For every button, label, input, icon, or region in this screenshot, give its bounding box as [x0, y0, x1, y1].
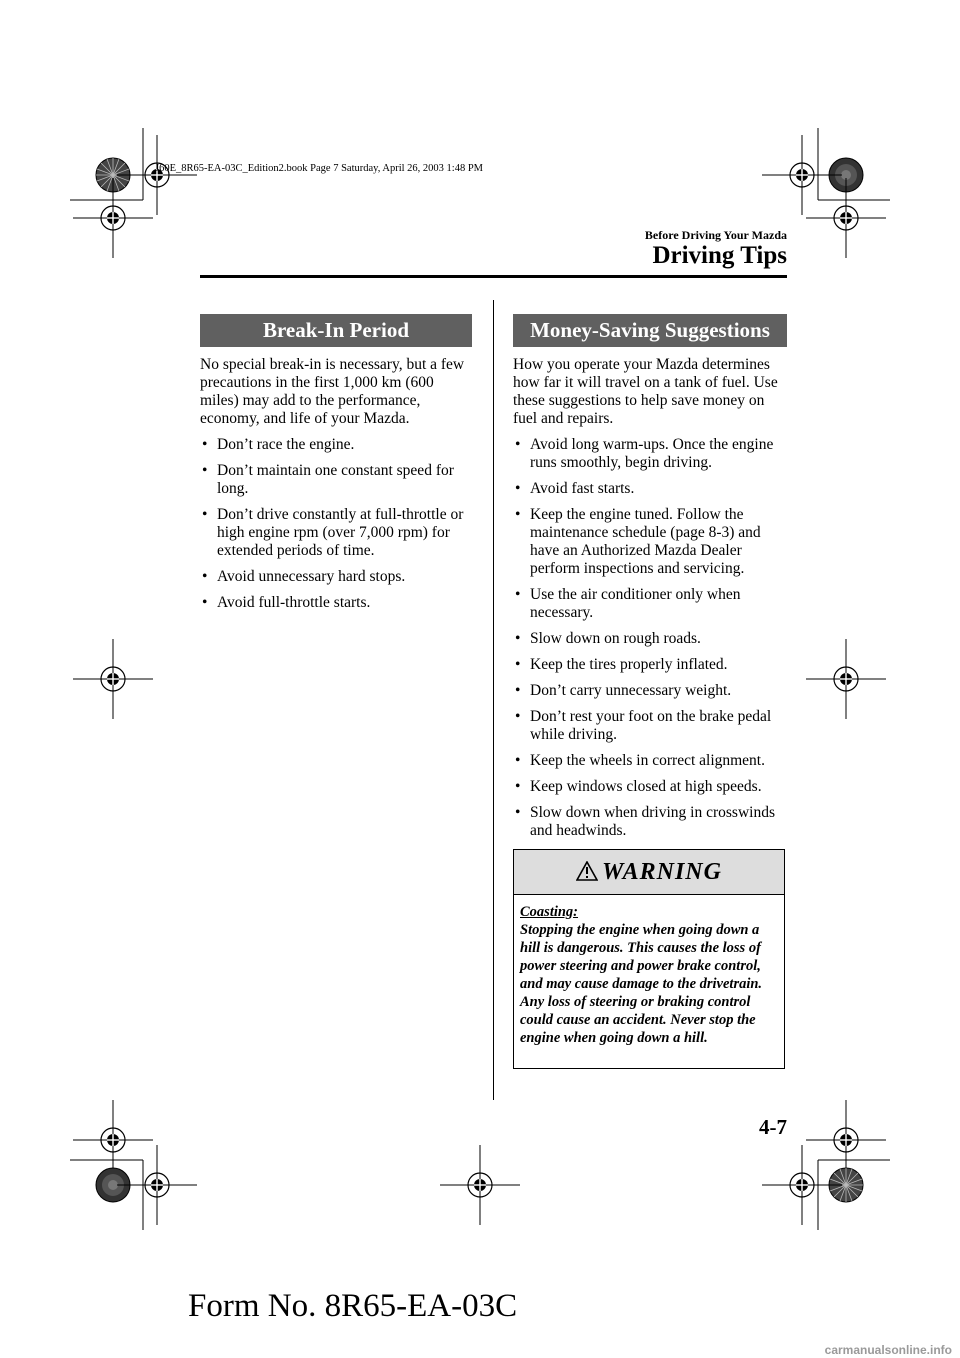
- column-divider: [493, 300, 494, 1100]
- list-item: • Avoid fast starts.: [513, 480, 785, 498]
- break-in-intro: No special break-in is necessary, but a few precautions in the first 1,000 km (600 miles) may add to the performance, economy, and life of your Mazda.: [200, 356, 465, 427]
- list-item: • Don’t carry unnecessary weight.: [513, 682, 785, 700]
- list-item: • Slow down when driving in crosswinds and headwinds.: [513, 804, 785, 840]
- registration-mark-icon: [762, 135, 842, 215]
- list-item: • Don’t maintain one constant speed for long.: [200, 462, 472, 498]
- money-saving-list: [513, 436, 785, 840]
- warning-box: [513, 849, 785, 1069]
- money-saving-intro: How you operate your Mazda determines how far it will travel on a tank of fuel. Use these suggestions to help save money on fuel and repairs.: [513, 356, 778, 427]
- list-item: • Keep the wheels in correct alignment.: [513, 752, 785, 770]
- registration-mark-icon: [762, 1145, 842, 1225]
- warning-text: Stopping the engine when going down a hill is dangerous. This causes the loss of power steering and power brake control, and may cause damage to the drivetrain. Any loss of steering or braking control could cause an accident. Never stop the engine when going down a hill.: [520, 922, 763, 1046]
- list-item: • Avoid long warm-ups. Once the engine runs smoothly, begin driving.: [513, 436, 785, 472]
- form-number: Form No. 8R65-EA-03C: [188, 1288, 518, 1324]
- list-item: • Keep the tires properly inflated.: [513, 656, 785, 674]
- watermark: carmanualsonline.info: [824, 1343, 952, 1357]
- book-info-line: J60E_8R65-EA-03C_Edition2.book Page 7 Saturday, April 26, 2003 1:48 PM: [155, 163, 484, 174]
- registration-mark-icon: [117, 135, 197, 215]
- section-label: Before Driving Your Mazda: [644, 228, 787, 242]
- break-in-list: [200, 436, 472, 612]
- list-item: • Avoid full-throttle starts.: [200, 594, 472, 612]
- registration-mark-icon: [117, 1145, 197, 1225]
- registration-mark-icon: [73, 178, 153, 258]
- break-in-section: [200, 314, 472, 620]
- break-in-heading: Break-In Period: [200, 314, 472, 347]
- list-item: • Keep the engine tuned. Follow the maintenance schedule (page 8-3) and have an Authorized Mazda Dealer perform inspections and servicing.: [513, 506, 785, 578]
- list-item: • Slow down on rough roads.: [513, 630, 785, 648]
- page-number: 4-7: [759, 1115, 787, 1139]
- warning-title: Coasting:: [520, 904, 579, 920]
- list-item: • Avoid unnecessary hard stops.: [200, 568, 472, 586]
- registration-mark-icon: [73, 639, 153, 719]
- money-saving-section: [513, 314, 785, 848]
- registration-mark-icon: [440, 1145, 520, 1225]
- header-rule: [200, 275, 787, 278]
- page-title: Driving Tips: [652, 242, 787, 269]
- warning-header: [514, 850, 784, 895]
- warning-triangle-icon: [576, 861, 598, 881]
- warning-label: WARNING: [602, 859, 722, 885]
- registration-mark-icon: [806, 639, 886, 719]
- warning-body: [514, 895, 784, 1047]
- list-item: • Don’t rest your foot on the brake pedal while driving.: [513, 708, 785, 744]
- list-item: • Keep windows closed at high speeds.: [513, 778, 785, 796]
- list-item: • Don’t drive constantly at full-throttle or high engine rpm (over 7,000 rpm) for extended periods of time.: [200, 506, 472, 560]
- list-item: • Don’t race the engine.: [200, 436, 472, 454]
- money-saving-heading: Money-Saving Suggestions: [513, 314, 787, 347]
- list-item: • Use the air conditioner only when necessary.: [513, 586, 785, 622]
